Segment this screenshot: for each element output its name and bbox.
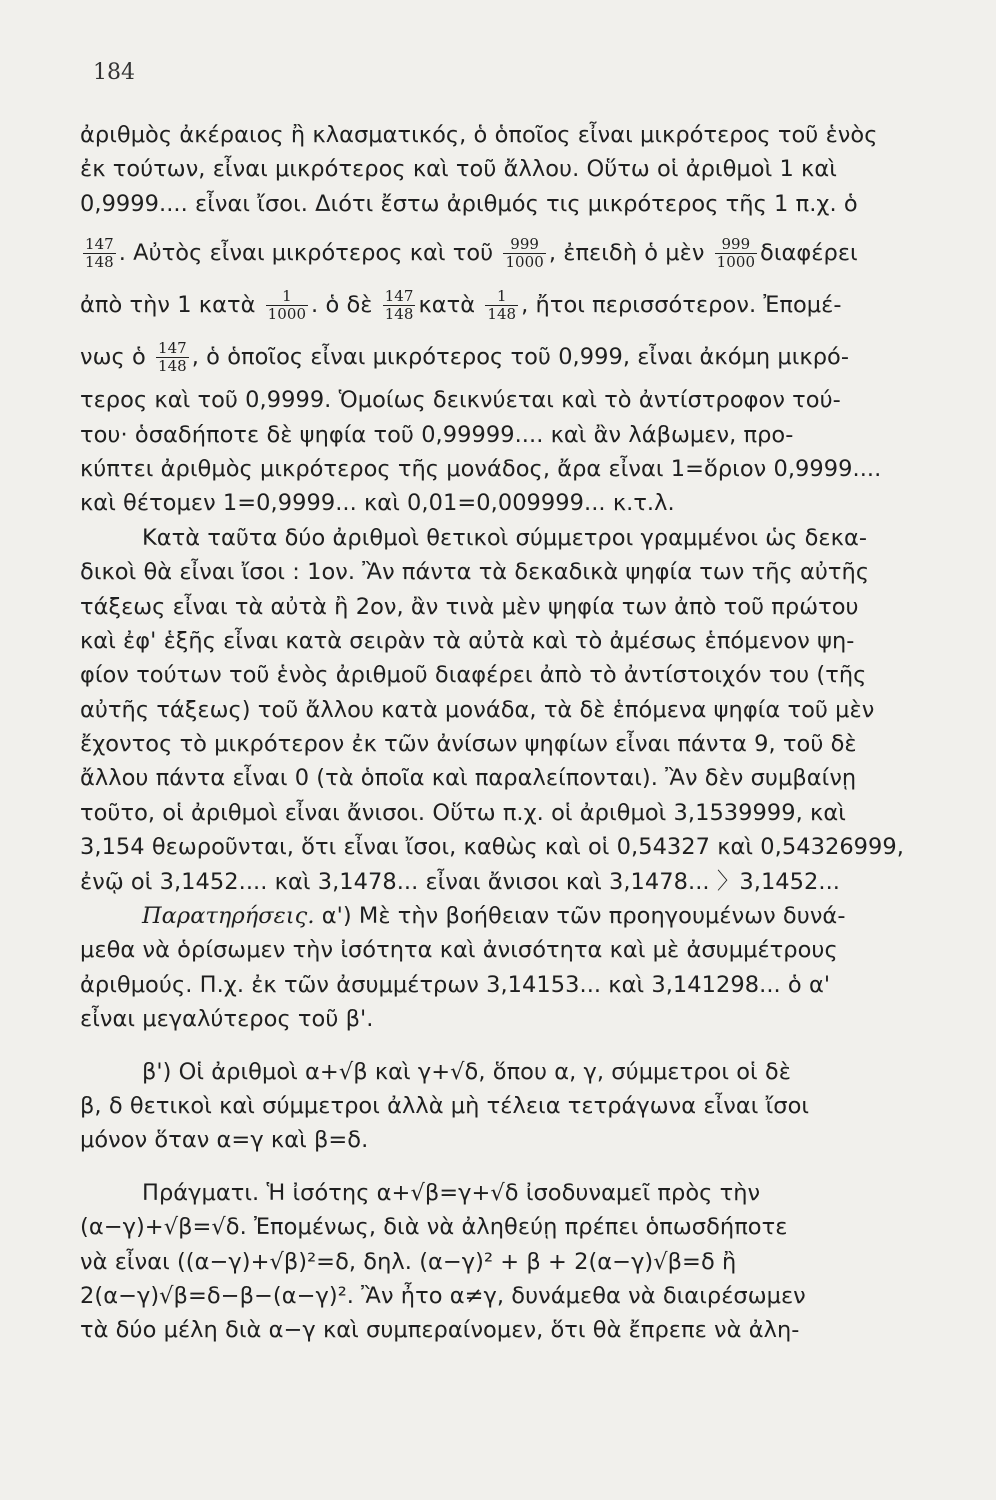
fraction: $\frac{999}{1000}$	[716, 235, 756, 272]
page-number: 184	[93, 60, 135, 85]
text-line: τάξεως εἶναι τὰ αὐτὰ ἢ 2ον, ἂν τινὰ μὲν ψηφία των ἀπὸ τοῦ πρώτου	[80, 593, 859, 620]
text-line: ἄλλου πάντα εἶναι 0 (τὰ ὁποῖα καὶ παραλείπονται). Ἂν δὲν συμβαίνῃ	[80, 765, 857, 792]
text-line: του· ὁσαδήποτε δὲ ψηφία τοῦ 0,99999.... καὶ ἂν λάβωμεν, προ-	[80, 421, 794, 448]
fraction: $\frac{1}{1000}$	[267, 287, 307, 324]
fraction: $\frac{147}{148}$	[85, 235, 114, 272]
text-line-fractions-2: ἀπὸ τὴν 1 κατὰ $\frac{1}{1000}$ . ὁ δὲ $\frac{147}{148}$ κατὰ $\frac{1}{148}$ , ἤτοι περισσότερον. Ἐπομέ-	[80, 287, 842, 324]
text-line: καὶ θέτομεν 1=0,9999... καὶ 0,01=0,009999... κ.τ.λ.	[80, 490, 675, 517]
text-line: (α−γ)+√β=√δ. Ἐπομένως, διὰ νὰ ἀληθεύῃ πρέπει ὁπωσδήποτε	[80, 1214, 788, 1241]
text-line: ἐκ τούτων, εἶναι μικρότερος καὶ τοῦ ἄλλου. Οὕτω οἱ ἀριθμοὶ 1 καὶ	[80, 156, 837, 183]
text-line: κύπτει ἀριθμὸς μικρότερος τῆς μονάδος, ἄρα εἶναι 1=ὅριον 0,9999....	[80, 455, 882, 482]
fraction: $\frac{1}{148}$	[487, 287, 517, 324]
text-line: ἔχοντος τὸ μικρότερον ἐκ τῶν ἀνίσων ψηφίων εἶναι πάντα 9, τοῦ δὲ	[80, 731, 857, 758]
text-line: ἐνῷ οἱ 3,1452.... καὶ 3,1478... εἶναι ἄνισοι καὶ 3,1478... 〉3,1452...	[80, 868, 841, 895]
text-line-fractions-1: $\frac{147}{148}$ . Αὐτὸς εἶναι μικρότερος καὶ τοῦ $\frac{999}{1000}$ , ἐπειδὴ ὁ μὲν $\frac{999}{1000}$ διαφέρει	[85, 235, 858, 272]
text-line: τὰ δύο μέλη διὰ α−γ καὶ συμπεραίνομεν, ὅτι θὰ ἔπρεπε νὰ ἀλη-	[80, 1317, 800, 1344]
text-line: μόνον ὅταν α=γ καὶ β=δ.	[80, 1127, 369, 1154]
text-line: δικοὶ θὰ εἶναι ἴσοι : 1ον. Ἂν πάντα τὰ δεκαδικὰ ψηφία των τῆς αὐτῆς	[80, 559, 870, 586]
text-line: εἶναι μεγαλύτερος τοῦ β'.	[80, 1006, 374, 1033]
text-line: μεθα νὰ ὁρίσωμεν τὴν ἰσότητα καὶ ἀνισότητα καὶ μὲ ἀσυμμέτρους	[80, 937, 838, 964]
text-line: Πράγματι. Ἡ ἰσότης α+√β=γ+√δ ἰσοδυναμεῖ πρὸς τὴν	[142, 1179, 761, 1206]
text-line: 2(α−γ)√β=δ−β−(α−γ)². Ἂν ἦτο α≠γ, δυνάμεθα νὰ διαιρέσωμεν	[80, 1282, 806, 1309]
text-line: αὐτῆς τάξεως) τοῦ ἄλλου κατὰ μονάδα, τὰ δὲ ἑπόμενα ψηφία τοῦ μὲν	[80, 696, 875, 723]
remarks-heading: Παρατηρήσεις.	[142, 903, 315, 930]
fraction: $\frac{147}{148}$	[384, 287, 414, 324]
main-text	[80, 118, 946, 1348]
text-line-fractions-3: νως ὁ $\frac{147}{148}$ , ὁ ὁποῖος εἶναι μικρότερος τοῦ 0,999, εἶναι ἀκόμη μικρό-	[80, 339, 850, 376]
text-line: νὰ εἶναι ((α−γ)+√β)²=δ, δηλ. (α−γ)² + β + 2(α−γ)√β=δ ἢ	[80, 1248, 737, 1275]
text-line: τοῦτο, οἱ ἀριθμοὶ εἶναι ἄνισοι. Οὕτω π.χ. οἱ ἀριθμοὶ 3,1539999, καὶ	[80, 799, 846, 826]
text-line: Κατὰ ταῦτα δύο ἀριθμοὶ θετικοὶ σύμμετροι γραμμένοι ὡς δεκα-	[142, 524, 868, 551]
text-line: β, δ θετικοὶ καὶ σύμμετροι ἀλλὰ μὴ τέλεια τετράγωνα εἶναι ἴσοι	[80, 1092, 810, 1119]
fraction: $\frac{147}{148}$	[158, 339, 187, 376]
text-line: τερος καὶ τοῦ 0,9999. Ὁμοίως δεικνύεται καὶ τὸ ἀντίστροφον τού-	[80, 387, 841, 414]
text-line: ἀριθμὸς ἀκέραιος ἢ κλασματικός, ὁ ὁποῖος εἶναι μικρότερος τοῦ ἑνὸς	[80, 122, 878, 148]
text-line: 3,154 θεωροῦνται, ὅτι εἶναι ἴσοι, καθὼς καὶ οἱ 0,54327 καὶ 0,54326999,	[80, 834, 904, 861]
text-line: ἀριθμούς. Π.χ. ἐκ τῶν ἀσυμμέτρων 3,14153... καὶ 3,141298... ὁ α'	[80, 971, 831, 998]
text-line: φίον τούτων τοῦ ἑνὸς ἀριθμοῦ διαφέρει ἀπὸ τὸ ἀντίστοιχόν του (τῆς	[80, 662, 867, 689]
remarks-first-line: Παρατηρήσεις. α') Μὲ τὴν βοήθειαν τῶν προηγουμένων δυνά-	[142, 903, 846, 930]
text-line: καὶ ἐφ' ἑξῆς εἶναι κατὰ σειρὰν τὰ αὐτὰ καὶ τὸ ἀμέσως ἑπόμενον ψη-	[80, 627, 855, 654]
text-line: 0,9999.... εἶναι ἴσοι. Διότι ἔστω ἀριθμός τις μικρότερος τῆς 1 π.χ. ὁ	[80, 190, 858, 217]
text-line: β') Οἱ ἀριθμοὶ α+√β καὶ γ+√δ, ὅπου α, γ, σύμμετροι οἱ δὲ	[142, 1058, 791, 1085]
fraction: $\frac{999}{1000}$	[505, 235, 544, 272]
